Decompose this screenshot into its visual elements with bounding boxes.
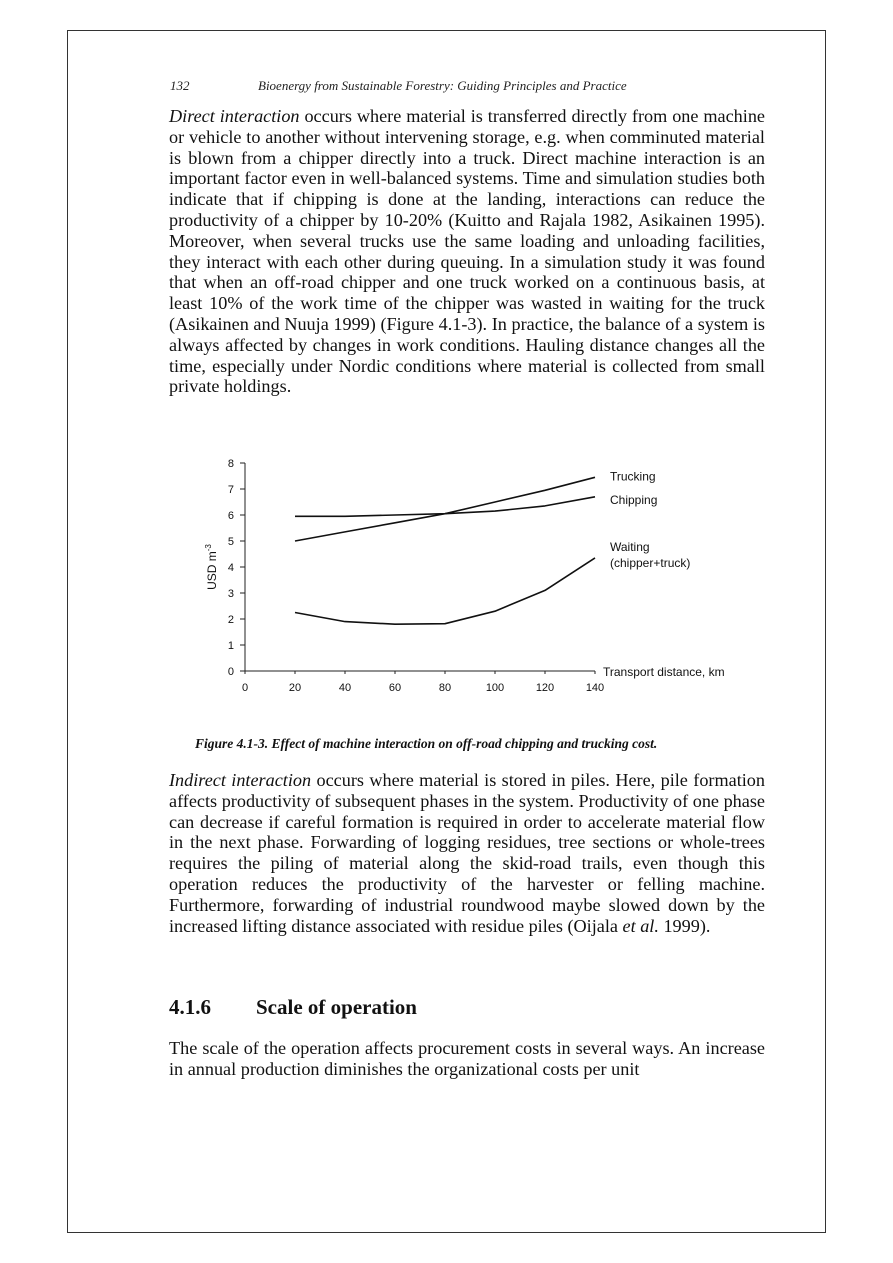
- series-labels: [610, 469, 690, 570]
- et-al: et al.: [622, 915, 659, 936]
- paragraph-tail: 1999).: [658, 915, 711, 936]
- paragraph-indirect-interaction: [169, 770, 765, 936]
- term-indirect-interaction: Indirect interaction: [169, 770, 312, 790]
- series-label-waiting-chipper-truck: Waiting: [610, 539, 650, 554]
- y-ticks: [228, 458, 245, 678]
- y-tick-label: 2: [227, 614, 234, 626]
- series-line-waiting-chipper-truck: [295, 558, 595, 624]
- section-heading: [169, 995, 417, 1020]
- term-direct-interaction: Direct interaction: [169, 106, 300, 126]
- x-ticks: [242, 671, 604, 694]
- y-tick-label: 3: [227, 588, 234, 600]
- page-number: 132: [170, 78, 190, 93]
- x-tick-label: 20: [288, 682, 302, 694]
- series-label-trucking: Trucking: [610, 469, 656, 484]
- x-tick-label: 80: [438, 682, 452, 694]
- series-lines: [295, 477, 595, 624]
- paragraph-text: occurs where material is stored in piles. Here, pile formation affects productivity of subsequent phases in the system. Productivity of one phase can decrease if careful formation is required in order to accelerate material flow in the next phase. Forwarding of logging residues, tree sections or whole-trees requires the piling of material along the skid-road trails, even though this operation reduces the productivity of the harvester or felling machine. Furthermore, forwarding of industrial roundwood maybe slowed down by the increased lifting distance associated with residue piles (Oijala: [169, 770, 765, 936]
- y-tick-label: 7: [227, 484, 234, 496]
- series-line-trucking: [295, 477, 595, 541]
- y-tick-label: 5: [227, 536, 234, 548]
- section-title: Scale of operation: [256, 995, 417, 1019]
- paragraph-scale-of-operation: The scale of the operation affects procurement costs in several ways. An increase in annual production diminishes the organizational costs per unit: [169, 1038, 765, 1079]
- running-head: [170, 78, 627, 94]
- x-axis-label: Transport distance, km: [603, 665, 725, 679]
- y-axis-label: [204, 544, 219, 590]
- x-tick-label: 100: [485, 682, 505, 694]
- y-tick-label: 8: [227, 458, 234, 470]
- y-tick-label: 4: [227, 562, 234, 574]
- figure-caption: Figure 4.1-3. Effect of machine interaction on off-road chipping and trucking cost.: [195, 736, 658, 751]
- paragraph-direct-interaction: [169, 106, 765, 397]
- x-tick-label: 140: [585, 682, 605, 694]
- x-tick-label: 60: [388, 682, 402, 694]
- series-label-waiting-chipper-truck: (chipper+truck): [610, 555, 691, 570]
- series-label-chipping: Chipping: [610, 492, 658, 507]
- x-tick-label: 40: [338, 682, 352, 694]
- running-title: Bioenergy from Sustainable Forestry: Guiding Principles and Practice: [258, 78, 627, 93]
- y-tick-label: 6: [227, 510, 234, 522]
- x-tick-label: 0: [241, 682, 249, 694]
- x-tick-label: 120: [535, 682, 555, 694]
- y-axis-label-superscript: -3: [204, 544, 213, 552]
- y-tick-label: 0: [227, 666, 234, 678]
- series-line-chipping: [295, 497, 595, 517]
- interaction-cost-chart: [190, 448, 750, 708]
- section-number: 4.1.6: [169, 995, 211, 1019]
- paragraph-text: occurs where material is transferred directly from one machine or vehicle to another without intervening storage, e.g. when comminuted material is blown from a chipper directly into a truck. Direct machine interaction is an important factor even in well-balanced systems. Time and simulation studies both indicate that if chipping is done at the landing, interactions can reduce the productivity of a chipper by 10-20% (Kuitto and Rajala 1982, Asikainen 1995). Moreover, when several trucks use the same loading and unloading facilities, they interact with each other during queuing. In a simulation study it was found that when an off-road chipper and one truck worked on a continuous basis, at least 10% of the work time of the chipper was wasted in waiting for the truck (Asikainen and Nuuja 1999) (Figure 4.1-3). In practice, the balance of a system is always affected by changes in work conditions. Hauling distance changes all the time, especially under Nordic conditions where material is collected from small private holdings.: [169, 106, 765, 397]
- y-tick-label: 1: [227, 640, 234, 652]
- y-axis-label-main: USD m: [205, 551, 219, 590]
